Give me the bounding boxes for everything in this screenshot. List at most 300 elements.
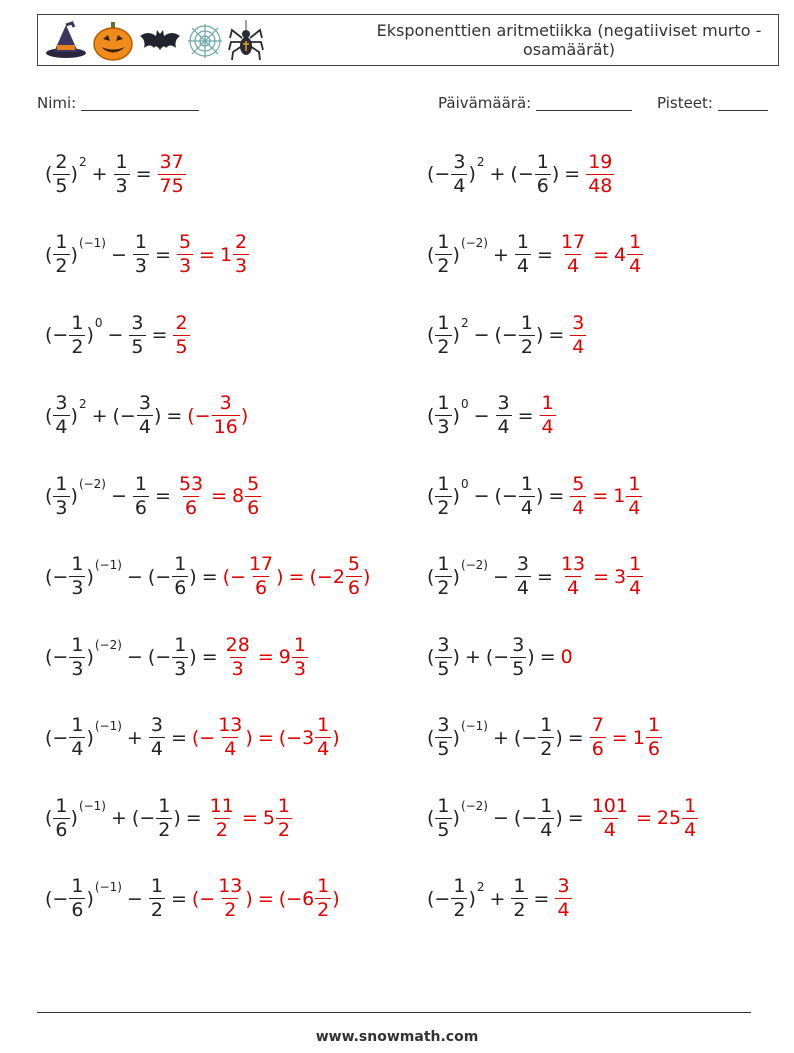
numerator: 7: [591, 714, 604, 736]
fraction: [133, 472, 149, 519]
exponent: (−1): [94, 557, 122, 572]
fraction: [133, 233, 149, 276]
fraction: [156, 794, 172, 841]
fraction: [435, 555, 451, 598]
math-text: ): [535, 324, 544, 346]
name-field: [37, 94, 199, 112]
math-operator: =: [241, 807, 258, 829]
numerator: 1: [317, 714, 330, 736]
numerator: 1: [277, 794, 290, 817]
math-operator: =: [257, 887, 274, 910]
denominator: 6: [134, 496, 148, 519]
date-field: [438, 94, 632, 112]
denominator: 4: [572, 496, 585, 519]
math-text: (: [427, 807, 435, 829]
math-text: (: [427, 726, 435, 749]
answer: [585, 150, 615, 197]
numerator: 13: [218, 714, 243, 736]
fraction: [451, 150, 467, 197]
denominator: 4: [684, 818, 697, 841]
problem-19: [45, 869, 340, 929]
numerator: 1: [536, 150, 549, 173]
answer: [192, 716, 340, 759]
denominator: 4: [557, 899, 570, 921]
fraction: [245, 472, 261, 519]
score-blank[interactable]: [718, 95, 768, 111]
denominator: 4: [629, 577, 642, 599]
numerator: 3: [138, 392, 151, 414]
denominator: 4: [71, 738, 84, 760]
answer: [157, 150, 187, 197]
denominator: 5: [437, 818, 450, 841]
numerator: 1: [158, 794, 171, 817]
numerator: 3: [557, 875, 570, 897]
fraction: [208, 794, 236, 841]
numerator: 13: [218, 875, 243, 897]
numerator: 3: [512, 633, 525, 656]
math-text: ): [452, 726, 460, 749]
numerator: 101: [591, 794, 628, 817]
math-text: ): [70, 485, 78, 507]
denominator: 4: [516, 255, 530, 277]
footer-url: www.snowmath.com: [315, 1029, 479, 1045]
math-operator: =: [533, 887, 550, 910]
denominator: 4: [497, 416, 510, 438]
fraction: [69, 716, 85, 759]
numerator: 3: [437, 714, 450, 736]
numerator: 3: [516, 553, 530, 575]
math-text: (−3: [278, 726, 315, 749]
math-text: (−: [191, 887, 216, 910]
math-text: (−: [45, 726, 69, 749]
answer: [187, 394, 248, 437]
problem-7: [45, 386, 248, 446]
numerator: 1: [115, 150, 128, 173]
math-text: (−: [45, 324, 69, 346]
numerator: 1: [71, 633, 84, 656]
math-operator: =: [567, 726, 584, 749]
problem-1: [45, 144, 187, 204]
fraction: [435, 472, 451, 519]
exponent: (−2): [460, 799, 488, 813]
denominator: 2: [453, 899, 466, 921]
math-operator: −: [493, 565, 509, 588]
math-text: (−: [191, 726, 216, 749]
fraction: [276, 794, 292, 841]
denominator: 6: [71, 899, 84, 921]
denominator: 4: [138, 416, 151, 438]
math-text: (: [427, 404, 435, 427]
fraction: [435, 394, 451, 437]
fraction: [212, 394, 240, 437]
fraction: [69, 311, 85, 358]
math-text: (: [45, 807, 53, 829]
numerator: 1: [520, 311, 533, 334]
math-operator: =: [537, 243, 553, 266]
math-operator: +: [126, 726, 143, 749]
fraction: [435, 633, 451, 680]
math-operator: =: [185, 807, 202, 829]
answer: [176, 472, 262, 519]
numerator: 1: [437, 553, 450, 575]
fraction: [586, 150, 614, 197]
fraction: [682, 794, 698, 841]
denominator: 3: [437, 416, 450, 438]
math-text: (−: [147, 565, 172, 588]
math-text: (: [45, 163, 53, 185]
denominator: 4: [516, 577, 530, 599]
date-blank[interactable]: [536, 95, 632, 111]
fraction: [627, 555, 643, 598]
numerator: 1: [540, 714, 553, 736]
fraction: [53, 794, 69, 841]
fraction: [435, 311, 451, 358]
fraction: [53, 233, 69, 276]
denominator: 4: [628, 496, 641, 519]
denominator: 3: [115, 174, 128, 197]
math-operator: =: [211, 485, 228, 507]
denominator: 6: [184, 496, 198, 519]
exponent: 2: [460, 316, 469, 330]
numerator: 1: [134, 231, 148, 253]
math-text: ): [555, 807, 563, 829]
math-text: (−: [494, 485, 518, 507]
numerator: 1: [453, 875, 466, 897]
math-text: (−: [427, 887, 451, 910]
math-text: ): [70, 243, 78, 266]
denominator: 6: [247, 496, 260, 519]
denominator: 6: [647, 738, 660, 760]
math-text: (: [427, 243, 435, 266]
problem-5: [45, 305, 191, 365]
fraction: [172, 633, 188, 680]
numerator: 3: [497, 392, 510, 414]
fraction: [451, 877, 467, 920]
denominator: 6: [174, 577, 187, 599]
exponent: (−2): [94, 638, 122, 652]
math-text: ): [240, 404, 249, 427]
fraction: [315, 716, 331, 759]
numerator: 1: [55, 794, 68, 817]
denominator: 2: [317, 899, 330, 921]
numerator: 1: [520, 472, 533, 495]
fraction: [559, 233, 587, 276]
math-operator: =: [611, 726, 628, 749]
spider-web-icon: [186, 22, 224, 60]
denominator: 2: [540, 738, 553, 760]
answer: [539, 394, 557, 437]
denominator: 4: [603, 818, 616, 841]
problem-13: [45, 627, 309, 687]
math-text: 8: [232, 485, 245, 507]
numerator: 1: [628, 472, 641, 495]
fraction: [570, 472, 586, 519]
math-text: ): [70, 404, 78, 427]
exponent: 0: [460, 396, 469, 411]
math-operator: =: [155, 485, 171, 507]
name-label: Nimi:: [37, 94, 77, 112]
denominator: 6: [536, 174, 549, 197]
answer: [589, 794, 699, 841]
numerator: 28: [225, 633, 250, 656]
denominator: 5: [55, 174, 68, 197]
math-text: (: [427, 324, 435, 346]
math-operator: −: [126, 887, 143, 910]
math-text: ): [452, 565, 460, 588]
date-label: Päivämäärä:: [438, 94, 532, 112]
math-operator: =: [257, 646, 274, 668]
answer: [223, 555, 371, 598]
halloween-icons: [44, 19, 264, 63]
denominator: 6: [591, 738, 604, 760]
numerator: 3: [453, 150, 466, 173]
numerator: 5: [347, 553, 361, 575]
numerator: 2: [175, 311, 188, 334]
denominator: 3: [55, 496, 68, 519]
exponent: 2: [476, 155, 485, 169]
math-text: (−: [147, 646, 172, 668]
denominator: 2: [150, 899, 163, 921]
math-operator: −: [107, 324, 124, 346]
math-text: 0: [560, 646, 573, 668]
denominator: 2: [437, 496, 450, 519]
fraction: [590, 794, 630, 841]
math-text: ): [276, 565, 284, 588]
fraction: [559, 555, 587, 598]
numerator: 1: [437, 794, 450, 817]
numerator: 5: [247, 472, 260, 495]
math-text: ): [452, 243, 460, 266]
fraction: [216, 877, 244, 920]
numerator: 1: [540, 794, 553, 817]
numerator: 1: [629, 553, 642, 575]
math-text: ): [86, 565, 94, 588]
denominator: 3: [293, 657, 306, 680]
numerator: 2: [235, 231, 248, 253]
numerator: 1: [437, 392, 450, 414]
denominator: 5: [437, 657, 450, 680]
fraction: [114, 150, 130, 197]
fraction: [555, 877, 571, 920]
denominator: 2: [513, 899, 526, 921]
denominator: 2: [215, 818, 228, 841]
numerator: 37: [159, 150, 184, 173]
exponent: (−2): [78, 477, 106, 491]
fraction: [519, 472, 535, 519]
denominator: 5: [437, 738, 450, 760]
numerator: 5: [572, 472, 585, 495]
numerator: 1: [71, 875, 84, 897]
denominator: 4: [453, 174, 466, 197]
math-text: (: [45, 243, 53, 266]
problem-10: [427, 466, 643, 526]
denominator: 2: [437, 577, 450, 599]
numerator: 17: [560, 231, 586, 253]
math-text: ): [535, 485, 544, 507]
math-operator: =: [548, 485, 565, 507]
denominator: 3: [235, 255, 248, 277]
fraction: [177, 233, 193, 276]
math-text: ): [70, 163, 78, 185]
fraction: [435, 716, 451, 759]
exponent: (−1): [78, 799, 106, 813]
fraction: [137, 394, 153, 437]
math-text: (−: [510, 163, 534, 185]
numerator: 1: [513, 875, 526, 897]
math-text: ): [452, 404, 460, 427]
exponent: (−1): [78, 235, 106, 250]
math-text: (: [45, 404, 53, 427]
fraction: [173, 311, 189, 358]
math-operator: −: [111, 485, 127, 507]
witch-hat-icon: [44, 21, 88, 61]
denominator: 2: [437, 335, 450, 358]
math-text: (: [45, 485, 53, 507]
problem-6: [427, 305, 587, 365]
denominator: 16: [213, 416, 238, 438]
math-operator: =: [517, 404, 534, 427]
numerator: 1: [55, 472, 68, 495]
denominator: 4: [629, 255, 642, 277]
numerator: 2: [55, 150, 68, 173]
numerator: 1: [317, 875, 330, 897]
denominator: 3: [71, 577, 84, 599]
math-operator: −: [126, 646, 143, 668]
numerator: 1: [174, 633, 187, 656]
answer: [192, 877, 340, 920]
math-text: ): [189, 646, 197, 668]
fraction: [646, 716, 662, 759]
denominator: 4: [540, 818, 553, 841]
math-operator: =: [593, 243, 610, 266]
numerator: 1: [541, 392, 554, 414]
numerator: 1: [437, 231, 450, 253]
denominator: 4: [224, 738, 237, 760]
problem-20: [427, 869, 573, 929]
math-text: ): [86, 887, 94, 910]
math-text: ): [452, 807, 460, 829]
fraction: [129, 311, 145, 358]
math-operator: =: [201, 646, 218, 668]
math-operator: +: [464, 646, 481, 668]
problem-12: [427, 547, 644, 607]
math-operator: =: [199, 243, 215, 266]
fraction: [538, 794, 554, 841]
math-text: (−: [45, 646, 69, 668]
exponent: 2: [476, 879, 485, 894]
problem-9: [45, 466, 262, 526]
math-operator: +: [111, 807, 127, 829]
numerator: 1: [134, 472, 148, 495]
math-text: ): [70, 807, 78, 829]
denominator: 2: [277, 818, 290, 841]
numerator: 53: [178, 472, 204, 495]
math-operator: =: [166, 404, 183, 427]
fraction: [177, 472, 205, 519]
name-blank[interactable]: [81, 95, 199, 111]
numerator: 1: [684, 794, 697, 817]
numerator: 1: [437, 311, 450, 334]
score-label: Pisteet:: [657, 94, 713, 112]
math-operator: −: [126, 565, 143, 588]
math-operator: =: [635, 807, 652, 829]
math-text: (−: [112, 404, 136, 427]
math-text: ): [332, 726, 340, 749]
fraction: [535, 150, 551, 197]
math-operator: +: [493, 243, 509, 266]
answer: [172, 311, 190, 358]
fraction: [511, 877, 527, 920]
math-text: (−: [485, 646, 510, 668]
numerator: 11: [209, 794, 234, 817]
math-text: ): [452, 485, 460, 507]
numerator: 3: [55, 392, 68, 414]
denominator: 3: [174, 657, 187, 680]
denominator: 2: [520, 335, 533, 358]
numerator: 13: [560, 553, 586, 575]
math-text: ): [527, 646, 535, 668]
math-text: (−: [513, 726, 538, 749]
fraction: [570, 311, 586, 358]
math-text: 9: [278, 646, 291, 668]
numerator: 1: [71, 311, 84, 334]
math-text: ): [245, 887, 253, 910]
exponent: 2: [78, 396, 87, 411]
math-text: ): [363, 565, 371, 588]
numerator: 1: [150, 875, 163, 897]
numerator: 19: [588, 150, 613, 173]
denominator: 3: [178, 255, 192, 277]
numerator: 3: [219, 392, 232, 414]
problem-8: [427, 386, 557, 446]
fraction: [346, 555, 362, 598]
numerator: 1: [516, 231, 530, 253]
numerator: 1: [71, 553, 84, 575]
numerator: 17: [248, 553, 274, 575]
fraction: [69, 633, 85, 680]
math-text: 3: [614, 565, 627, 588]
numerator: 1: [55, 231, 68, 253]
problem-2: [427, 144, 615, 204]
fraction: [158, 150, 186, 197]
math-text: ): [555, 726, 563, 749]
answer: [569, 472, 643, 519]
fraction: [590, 716, 606, 759]
math-text: (−6: [278, 887, 315, 910]
math-text: ): [452, 324, 460, 346]
math-operator: −: [493, 807, 509, 829]
math-text: ): [189, 565, 197, 588]
exponent: (−1): [94, 879, 122, 894]
numerator: 3: [150, 714, 163, 736]
denominator: 2: [71, 335, 84, 358]
fraction: [315, 877, 331, 920]
problem-4: [427, 225, 644, 285]
fraction: [627, 233, 643, 276]
math-operator: =: [539, 646, 556, 668]
denominator: 6: [255, 577, 268, 599]
fraction: [69, 555, 85, 598]
fraction: [435, 233, 451, 276]
fraction: [53, 472, 69, 519]
denominator: 48: [588, 174, 613, 197]
problem-15: [45, 708, 340, 768]
denominator: 4: [541, 416, 554, 438]
exponent: (−1): [94, 718, 122, 733]
problem-16: [427, 708, 663, 768]
fraction: [515, 233, 531, 276]
worksheet-title: Eksponenttien aritmetiikka (negatiiviset murto -osamäärät): [376, 21, 762, 59]
